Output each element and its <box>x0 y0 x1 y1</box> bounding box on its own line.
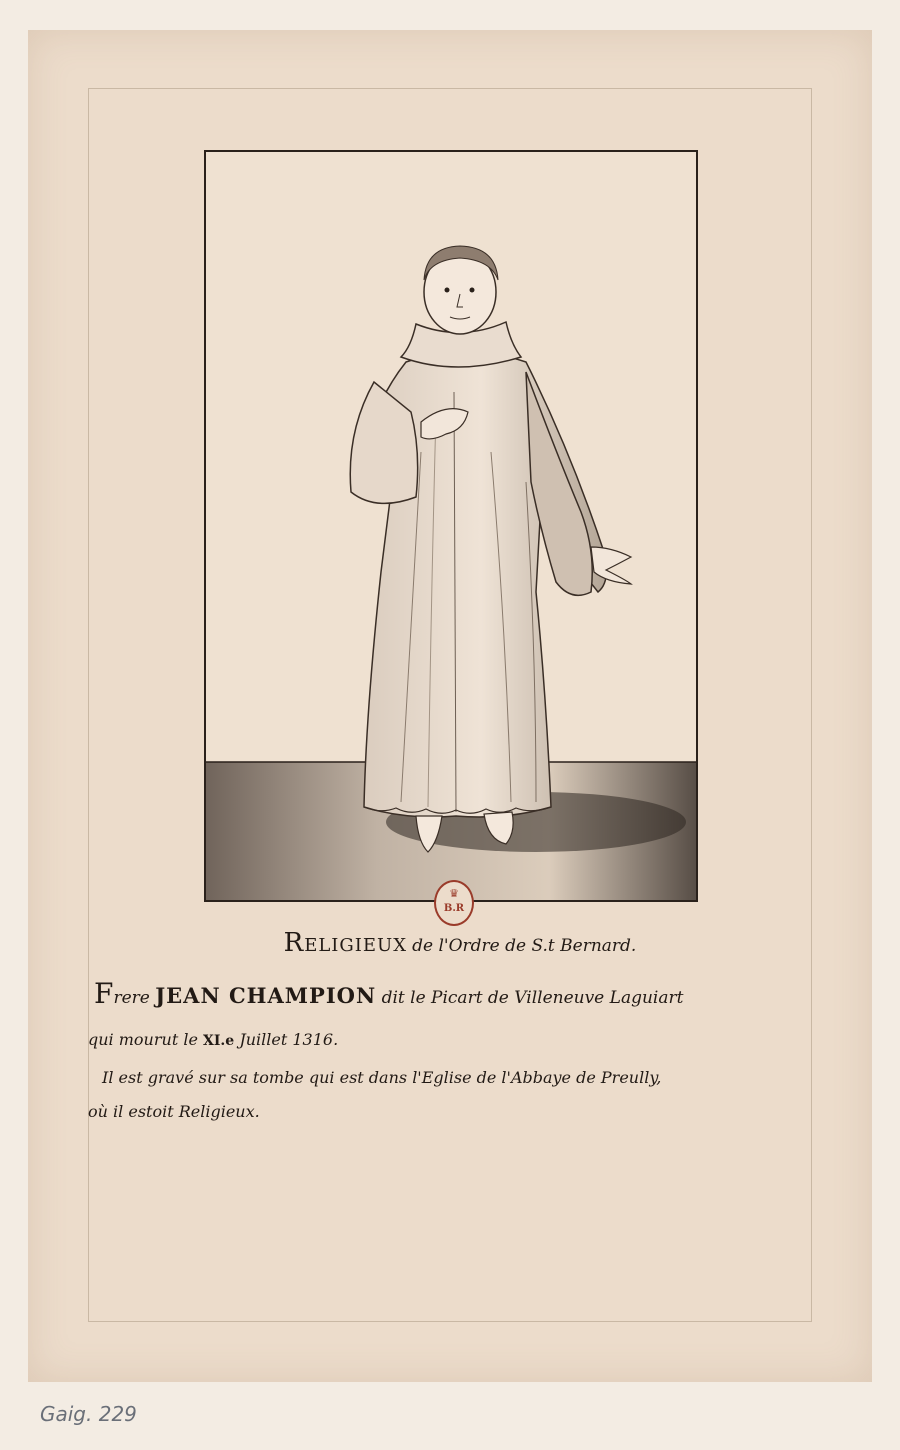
inventory-mark: Gaig. 229 <box>40 1402 137 1426</box>
subject-name: JEAN CHAMPION <box>155 983 377 1008</box>
line-1-tail: dit le Picart de Villeneuve Laguiart <box>381 988 684 1008</box>
illustration-frame <box>204 150 698 902</box>
inscription-line-1 <box>94 977 684 1010</box>
library-stamp <box>434 880 474 926</box>
caption-subtitle: de l'Ordre de S.t Bernard. <box>412 936 637 956</box>
inscription-line-4: où il estoit Religieux. <box>88 1102 260 1121</box>
caption-title-main: Religieux <box>283 928 408 958</box>
line-1-rest: rere <box>113 988 150 1008</box>
caption-title <box>200 928 720 958</box>
inscription-line-2 <box>88 1032 338 1048</box>
line-2-head: qui mourut le <box>88 1030 198 1049</box>
crown-icon: ♛ <box>449 887 459 900</box>
stamp-label: B.R <box>443 903 465 914</box>
line-2-tail: Juillet 1316. <box>239 1030 339 1049</box>
initial-letter: F <box>94 977 114 1010</box>
inscription-line-3: Il est gravé sur sa tombe qui est dans l'Eglise de l'Abbaye de Preully, <box>102 1068 662 1087</box>
monk-figure-drawing <box>206 152 696 900</box>
line-2-numeral: XI.e <box>203 1033 235 1049</box>
